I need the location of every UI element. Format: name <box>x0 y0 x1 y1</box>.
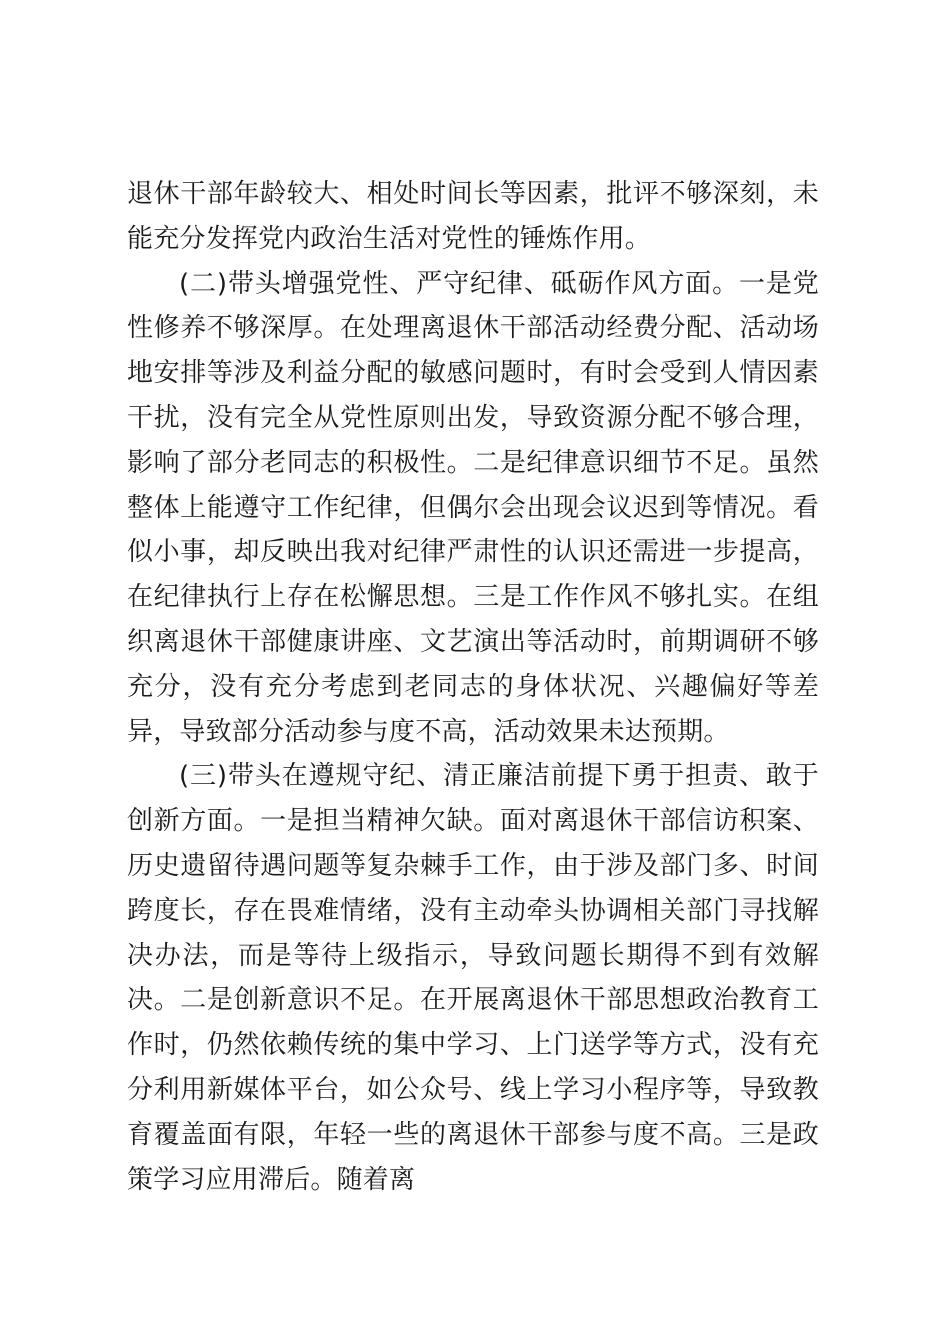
paragraph-section-two: (二)带头增强党性、严守纪律、砥砺作风方面。一是党性修养不够深厚。在处理离退休干部活动经费分配、活动场地安排等涉及利益分配的敏感问题时，有时会受到人情因素干扰，没有完全从党性原则出发，导致资源分配不够合理，影响了部分老同志的积极性。二是纪律意识细节不足。虽然整体上能遵守工作纪律，但偶尔会出现会议迟到等情况。看似小事，却反映出我对纪律严肃性的认识还需进一步提高，在纪律执行上存在松懈思想。三是工作作风不够扎实。在组织离退休干部健康讲座、文艺演出等活动时，前期调研不够充分，没有充分考虑到老同志的身体状况、兴趣偏好等差异，导致部分活动参与度不高，活动效果未达预期。 <box>127 268 819 747</box>
paragraph-continuation: 退休干部年龄较大、相处时间长等因素，批评不够深刻，未能充分发挥党内政治生活对党性的锤炼作用。 <box>127 179 819 254</box>
paragraph-section-three: (三)带头在遵规守纪、清正廉洁前提下勇于担责、敢于创新方面。一是担当精神欠缺。面对离退休干部信访积案、历史遗留待遇问题等复杂棘手工作，由于涉及部门多、时间跨度长，存在畏难情绪，没有主动牵头协调相关部门寻找解决办法，而是等待上级指示，导致问题长期得不到有效解决。二是创新意识不足。在开展离退休干部思想政治教育工作时，仍然依赖传统的集中学习、上门送学等方式，没有充分利用新媒体平台，如公众号、线上学习小程序等，导致教育覆盖面有限，年轻一些的离退休干部参与度不高。三是政策学习应用滞后。随着离 <box>127 761 819 1195</box>
document-body <box>127 172 819 1202</box>
